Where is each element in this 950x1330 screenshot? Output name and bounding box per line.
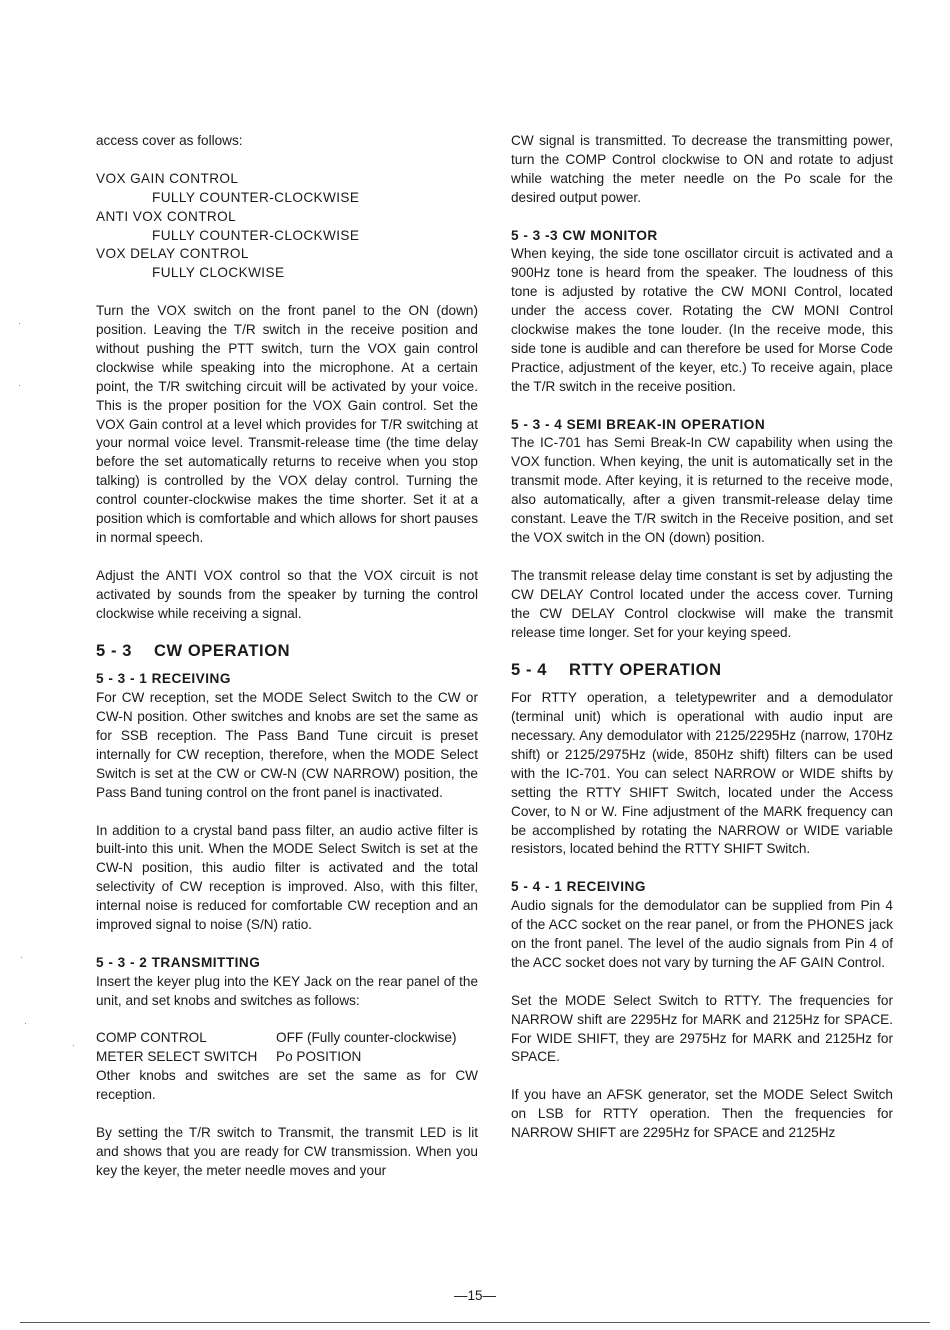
tr-switch-paragraph: By setting the T/R switch to Transmit, the transmit LED is lit and shows that you are ready for CW transmission. When you key the keyer, the meter needle moves and your (96, 1125, 478, 1178)
cw-receiving-paragraph: For CW reception, set the MODE Select Switch to the CW or CW-N position. Other switches and knobs are set the same as for SSB reception. The Pass Band Tune circuit is preset internally for CW reception, therefore, when the MODE Select Switch is set at the CW or CW-N (CW NARROW) position, the Pass Band tuning control on the front panel is inactivated. (96, 690, 478, 800)
afsk-paragraph: If you have an AFSK generator, set the MODE Select Switch on LSB for RTTY operation. Then the frequencies for NARROW SHIFT are 2295Hz for SPACE and 2125Hz (511, 1087, 893, 1141)
anti-vox-paragraph: Adjust the ANTI VOX control so that the VOX circuit is not activated by sounds from the speaker by turning the control clockwise while receiving a signal. (96, 567, 478, 621)
semi-break-in-paragraph: The IC-701 has Semi Break-In CW capability when using the VOX function. When keying, the unit is automatically set in the transmit mode. After keying, it is returned to the receive mode, also automatically, after a given transmit-release delay time constant. Leave the T/R switch in the Receive position, and set the VOX switch in the ON (down) position. (511, 435, 893, 545)
scan-mark: · (18, 318, 21, 328)
cw-monitor-paragraph: When keying, the side tone oscillator circuit is activated and a 900Hz tone is heard from the speaker. The loudness of this tone is adjusted by rotative the CW MONI Control, located under the access cover. Rotating the CW MONI Control clockwise makes the tone louder. (In the receive mode, this side tone is audible and can therefore be used for Morse Code Practice, adjustment of the keyer, etc.) To receive again, place the T/R switch in the receive position. (511, 246, 893, 394)
subsection-heading-5-4-1: 5 - 4 - 1 RECEIVING (511, 879, 646, 895)
intro-text: access cover as follows: (96, 133, 243, 148)
mode-select-paragraph: Set the MODE Select Switch to RTTY. The frequencies for NARROW shift are 2295Hz for MARK and 2125Hz for SPACE. For WIDE SHIFT, they are 2975Hz for MARK and 2125Hz for SPACE. (511, 992, 893, 1065)
subsection-heading-5-3-4: 5 - 3 - 4 SEMI BREAK-IN OPERATION (511, 416, 766, 432)
scan-mark: · (24, 1018, 27, 1028)
scan-mark: · (72, 1040, 75, 1050)
anti-vox-control-label: ANTI VOX CONTROL (96, 208, 237, 224)
right-column (511, 132, 893, 1143)
section-heading-5-4 (511, 661, 893, 680)
transmitting-paragraph: Insert the keyer plug into the KEY Jack on the rear panel of the unit, and set knobs and switches as follows: (96, 973, 478, 1008)
cw-delay-paragraph: The transmit release delay time constant is set by adjusting the CW DELAY Control located under the access cover. Turning the CW DELAY Control clockwise will make the transmit release time longer. Set for your keying speed. (511, 567, 893, 640)
setting-row (96, 1029, 478, 1048)
cw-signal-paragraph: CW signal is transmitted. To decrease the transmitting power, turn the COMP Control clockwise to ON and rotate to adjust while watching the meter needle on the Po scale for the desired output power. (511, 133, 893, 205)
subsection-heading-5-3-3: 5 - 3 -3 CW MONITOR (511, 227, 658, 243)
vox-paragraph: Turn the VOX switch on the front panel to the ON (down) position. Leaving the T/R switch in the receive position and without pushing the PTT switch, turn the VOX gain control clockwise while speaking into the microphone. At a certain point, the T/R switching circuit will be activated by your voice. This is the proper position for the VOX Gain control. Set the VOX Gain control at a level which provides for T/R switching at your normal voice level. Transmit-release time (the time delay before the set automatically returns to receive when you stop talking) is controlled by the VOX delay control. Turning the control counter-clockwise makes the time shorter. Set it at a position which is comfortable and which allows for short pauses in normal speech. (96, 303, 478, 545)
setting-value: Po POSITION (276, 1049, 362, 1065)
section-number: 5 - 3 (96, 642, 133, 661)
scan-mark: · (20, 952, 23, 962)
setting-row (96, 1048, 478, 1067)
vox-gain-control-label: VOX GAIN CONTROL (96, 170, 239, 186)
bottom-rule (20, 1322, 930, 1323)
scan-mark: · (18, 380, 21, 390)
section-title: RTTY OPERATION (569, 661, 722, 680)
anti-vox-control-setting: FULLY COUNTER-CLOCKWISE (152, 227, 360, 243)
other-knobs-paragraph: Other knobs and switches are set the same as for CW reception. (96, 1068, 478, 1103)
vox-gain-control-setting: FULLY COUNTER-CLOCKWISE (152, 189, 360, 205)
page-number: —15— (453, 1288, 497, 1303)
rtty-paragraph: For RTTY operation, a teletypewriter and a demodulator (terminal unit) which is operational with audio input are necessary. Any demodulator with 2125/2295Hz (narrow, 170Hz shift) or 2125/2975Hz (wide, 850Hz shift) filters can be used with the IC-701. You can select NARROW or WIDE shifts by setting the RTTY SHIFT Switch, located under the Access Cover, to N or W. Fine adjustment of the MARK frequency can be accomplished by rotating the NARROW or WIDE variable resistors, located behind the RTTY SHIFT Switch. (511, 690, 893, 857)
subsection-heading-5-3-1: 5 - 3 - 1 RECEIVING (96, 671, 231, 687)
vox-delay-control-label: VOX DELAY CONTROL (96, 246, 249, 262)
vox-delay-control-setting: FULLY CLOCKWISE (152, 265, 285, 281)
subsection-heading-5-3-2: 5 - 3 - 2 TRANSMITTING (96, 954, 261, 970)
audio-filter-paragraph: In addition to a crystal band pass filter, an audio active filter is built-into this unit. When the MODE Select Switch is set at the CW-N position, this audio filter is activated and the total selectivity of CW reception is improved. Also, with this filter, internal noise is reduced for comfortable CW reception and an improved signal to noise (S/N) ratio. (96, 822, 478, 933)
left-column (96, 132, 478, 1181)
section-number: 5 - 4 (511, 661, 548, 680)
setting-value: OFF (Fully counter-clockwise) (276, 1030, 457, 1046)
rtty-receiving-paragraph: Audio signals for the demodulator can be supplied from Pin 4 of the ACC socket on the rear panel, or from the PHONES jack on the front panel. The level of the audio signals from Pin 4 of the ACC socket does not vary by turning the AF GAIN Control. (511, 898, 893, 970)
section-heading-5-3 (96, 642, 478, 661)
section-title: CW OPERATION (154, 642, 291, 661)
setting-key: METER SELECT SWITCH (96, 1049, 258, 1065)
setting-key: COMP CONTROL (96, 1030, 207, 1046)
